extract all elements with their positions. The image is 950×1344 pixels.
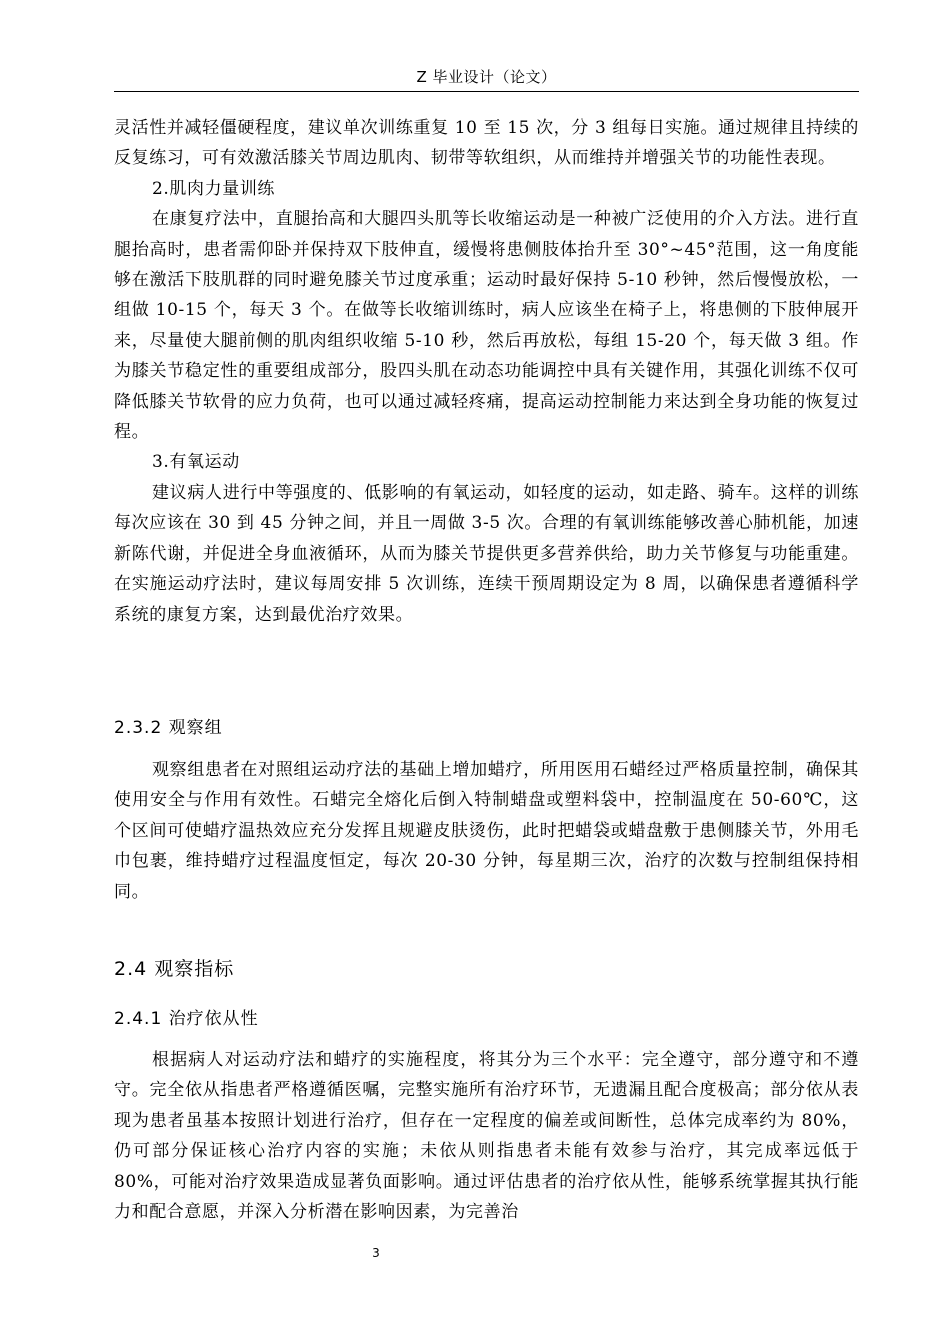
body-block-compliance [114,1045,859,1227]
body-block-top [114,113,859,630]
paragraph-aerobic: 建议病人进行中等强度的、低影响的有氧运动，如轻度的运动，如走路、骑车。这样的训练每次应该在 30 到 45 分钟之间，并且一周做 3-5 次。合理的有氧训练能够改善心肺机能，加速新陈代谢，并促进全身血液循环，从而为膝关节提供更多营养供给，助力关节修复与功能重建。在实施运动疗法时，建议每周安排 5 次训练，连续干预周期设定为 8 周，以确保患者遵循科学系统的康复方案，达到最优治疗效果。 [114,482,859,625]
header-divider [114,91,859,92]
paragraph-muscle-strength: 在康复疗法中，直腿抬高和大腿四头肌等长收缩运动是一种被广泛使用的介入方法。进行直腿抬高时，患者需仰卧并保持双下肢伸直，缓慢将患侧肢体抬升至 30°~45°范围，这一角度能够在激活下肢肌群的同时避免膝关节过度承重；运动时最好保持 5-10 秒钟，然后慢慢放松，一组做 10-15 个，每天 3 个。在做等长收缩训练时，病人应该坐在椅子上，将患侧的下肢伸展开来，尽量使大腿前侧的肌肉组织收缩 5-10 秒，然后再放松，每组 15-20 个，每天做 3 组。作为膝关节稳定性的重要组成部分，股四头肌在动态功能调控中具有关键作用，其强化训练不仅可降低膝关节软骨的应力负荷，也可以通过减轻疼痛，提高运动控制能力来达到全身功能的恢复过程。 [114,209,859,443]
page-header-title: Z 毕业设计（论文） [416,68,557,86]
heading-2-3-2: 2.3.2 观察组 [114,718,223,738]
paragraph-compliance: 根据病人对运动疗法和蜡疗的实施程度，将其分为三个水平：完全遵守，部分遵守和不遵守。完全依从指患者严格遵循医嘱，完整实施所有治疗环节，无遗漏且配合度极高；部分依从表现为患者虽基本按照计划进行治疗，但存在一定程度的偏差或间断性，总体完成率约为 80%，仍可部分保证核心治疗内容的实施；未依从则指患者未能有效参与治疗，其完成率远低于 80%，可能对治疗效果造成显著负面影响。通过评估患者的治疗依从性，能够系统掌握其执行能力和配合意愿，并深入分析潜在影响因素，为完善治 [114,1050,859,1223]
page-number: 3 [372,1246,380,1260]
subheading-muscle-strength: 2.肌肉力量训练 [152,178,276,199]
paragraph-flexibility-continued: 灵活性并减轻僵硬程度，建议单次训练重复 10 至 15 次，分 3 组每日实施。通过规律且持续的反复练习，可有效激活膝关节周边肌肉、韧带等软组织，从而维持并增强关节的功能性表现。 [114,118,859,169]
paragraph-observation-group: 观察组患者在对照组运动疗法的基础上增加蜡疗，所用医用石蜡经过严格质量控制，确保其使用安全与作用有效性。石蜡完全熔化后倒入特制蜡盘或塑料袋中，控制温度在 50-60℃，这个区间可使蜡疗温热效应充分发挥且规避皮肤烫伤，此时把蜡袋或蜡盘敷于患侧膝关节，外用毛巾包裹，维持蜡疗过程温度恒定，每次 20-30 分钟，每星期三次，治疗的次数与控制组保持相同。 [114,760,859,902]
heading-2-4-1: 2.4.1 治疗依从性 [114,1009,259,1029]
subheading-aerobic: 3.有氧运动 [152,452,240,473]
body-block-observation-group [114,755,859,907]
heading-2-4: 2.4 观察指标 [114,958,235,980]
